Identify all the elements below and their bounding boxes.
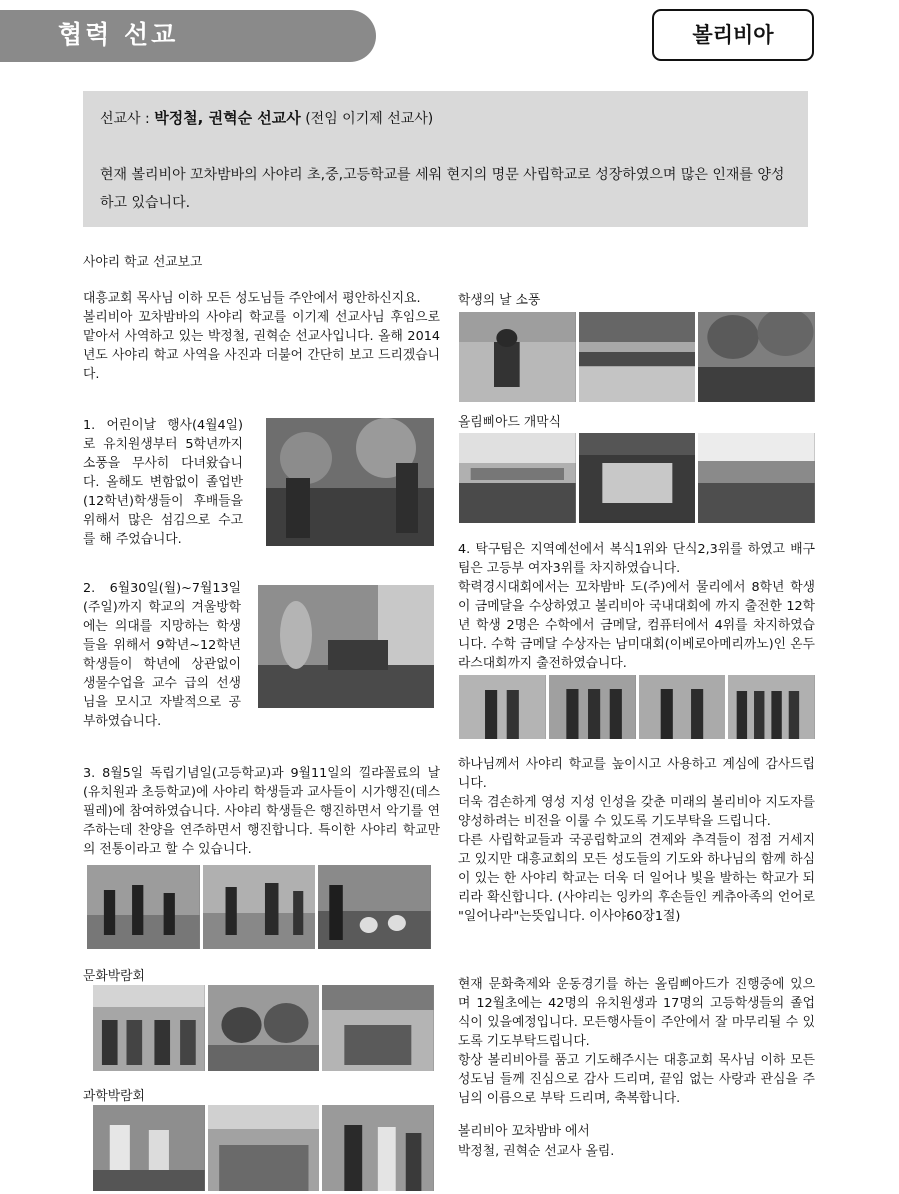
signature-place: 볼리비아 꼬차밤바 에서: [458, 1124, 590, 1139]
parade-photo-strip: [87, 865, 431, 949]
item-3-paragraph: 3. 8월5일 독립기념일(고등학교)과 9월11일의 낄랴꼴료의 날(유치원과 초등학교)에 사야리 학생들과 교사들이 시가행진(데스필레)에 참여하였습니다. 사야리 학생들은 행진하면서 악기를 연주하는데 찬양을 연주하면서 행진합니다. 특이한 사야리 학교만의 전통이라고 할 수 있습니다.: [83, 766, 440, 857]
parade-photo: [318, 865, 431, 949]
prayer-paragraph-3: 다른 사립학교들과 국공립학교의 견제와 추격들이 점점 거세지고 있지만 대흥교회의 모든 성도들의 기도와 하나님의 함께 하심이 있는 한 사야리 학교는 더욱 더 일어나 빛을 발하는 학교가 되리라 확신합니다. (사야리는 잉카의 후손들인 케츄아족의 언어로 "일어나라"는뜻입니다. 이사야60장1절): [458, 833, 815, 924]
item-4-paragraph: 4. 탁구팀은 지역예선에서 복식1위와 단식2,3위를 하였고 배구팀은 고등부 여자3위를 차지하였습니다.: [458, 542, 815, 576]
greeting-paragraph: 대흥교회 목사님 이하 모든 성도님들 주안에서 평안하신지요.: [83, 291, 421, 306]
report-title: 사야리 학교 선교보고: [83, 255, 203, 270]
missionary-label: 선교사 :: [100, 111, 155, 127]
culture-expo-photo: [93, 985, 205, 1071]
olympiad-photo: [579, 433, 696, 523]
intro-paragraph: 볼리비아 꼬차밤바의 사야리 학교를 이기제 선교사님 후임으로 맡아서 사역하고 있는 박정철, 권혁순 선교사입니다. 올해 2014년도 사야리 학교 사역을 사진과 더불어 간단히 보고 드리겠습니다.: [83, 310, 440, 382]
prayer-block: [458, 755, 815, 926]
science-expo-photo: [322, 1105, 434, 1191]
section-header-bar: [0, 10, 376, 62]
section-title: 협력 선교: [58, 20, 179, 49]
olympiad-caption: 올림삐아드 개막식: [458, 415, 561, 430]
awards-photo-strip: [459, 675, 815, 739]
item-1-paragraph: 1. 어린이날 행사(4월4일) 로 유치원생부터 5학년까지 소풍을 무사히 다녀왔습니다. 올해도 변함없이 졸업반(12학년)학생들이 후배들을 위해서 많은 섬김으로 수고를 해 주었습니다.: [83, 418, 243, 547]
current-events-paragraph: 현재 문화축제와 운동경기를 하는 올림삐아드가 진행중에 있으며 12월초에는 42명의 유치원생과 17명의 고등학생들의 졸업식이 있을예정입니다. 모든행사들이 주안에서 잘 마무리될 수 있도록 기도부탁드립니다.: [458, 977, 815, 1049]
awards-photo: [549, 675, 636, 739]
missionary-intro-box: [83, 91, 808, 227]
olympiad-photo: [698, 433, 815, 523]
missionary-names: 박정철, 권혁순 선교사: [154, 109, 301, 127]
closing-block: [458, 975, 815, 1108]
previous-missionary: (전임 이기제 선교사): [300, 111, 434, 127]
childrens-day-photo: [266, 418, 434, 546]
olympiad-photo-strip: [459, 433, 815, 523]
student-day-photo: [459, 312, 576, 402]
science-expo-photo: [208, 1105, 320, 1191]
mission-description: 현재 볼리비아 꼬차밤바의 사야리 초,중,고등학교를 세워 현지의 명문 사립학교로 성장하였으며 많은 인재를 양성하고 있습니다.: [100, 167, 785, 211]
olympiad-photo: [459, 433, 576, 523]
parade-photo: [203, 865, 316, 949]
prayer-paragraph-1: 하나님께서 사야리 학교를 높이시고 사용하고 계심에 감사드립니다.: [458, 757, 815, 791]
biology-class-photo: [258, 585, 434, 708]
item-2-paragraph: 2. 6월30일(월)~7월13일(주일)까지 학교의 겨울방학에는 의대를 지망하는 학생들을 위해서 9학년~12학년 학생들이 학년에 상관없이 생물수업을 교수 급의 선생님을 모시고 자발적으로 공부하였습니다.: [83, 581, 241, 729]
country-label: 볼리비아: [652, 9, 814, 61]
signature-names: 박정철, 권혁순 선교사 올림.: [458, 1144, 615, 1159]
culture-expo-photo: [208, 985, 320, 1071]
science-expo-photo-strip: [93, 1105, 434, 1191]
culture-expo-photo-strip: [93, 985, 434, 1071]
student-day-photo-strip: [459, 312, 815, 402]
student-day-caption: 학생의 날 소풍: [458, 293, 541, 308]
parade-photo: [87, 865, 200, 949]
prayer-paragraph-2: 더욱 겸손하게 영성 지성 인성을 갖춘 미래의 볼리비아 지도자를 양성하려는 비전을 이룰 수 있도록 기도부탁을 드립니다.: [458, 795, 815, 829]
science-expo-caption: 과학박람회: [83, 1089, 145, 1104]
report-opening: [83, 289, 440, 384]
competition-paragraph: 학력경시대회에서는 꼬차밤바 도(주)에서 물리에서 8학년 학생이 금메달을 수상하였고 볼리비아 국내대회에 까지 출전한 12학년 학생 2명은 수학에서 금메달, 컴퓨터에서 4위를 차지하였습니다. 수학 금메달 수상자는 남미대회(이베로아메리까노)인 온두라스대회까지 출전하였습니다.: [458, 580, 815, 671]
thanks-paragraph: 항상 볼리비아를 품고 기도해주시는 대흥교회 목사님 이하 모든 성도님 들께 진심으로 감사 드리며, 끝임 없는 사랑과 관심을 주님의 이름으로 부탁 드리며, 축복합니다.: [458, 1053, 815, 1106]
culture-expo-caption: 문화박람회: [83, 969, 145, 984]
item-4-block: [458, 540, 815, 673]
awards-photo: [639, 675, 726, 739]
student-day-photo: [579, 312, 696, 402]
science-expo-photo: [93, 1105, 205, 1191]
culture-expo-photo: [322, 985, 434, 1071]
awards-photo: [728, 675, 815, 739]
student-day-photo: [698, 312, 815, 402]
awards-photo: [459, 675, 546, 739]
missionary-line: [100, 107, 433, 128]
